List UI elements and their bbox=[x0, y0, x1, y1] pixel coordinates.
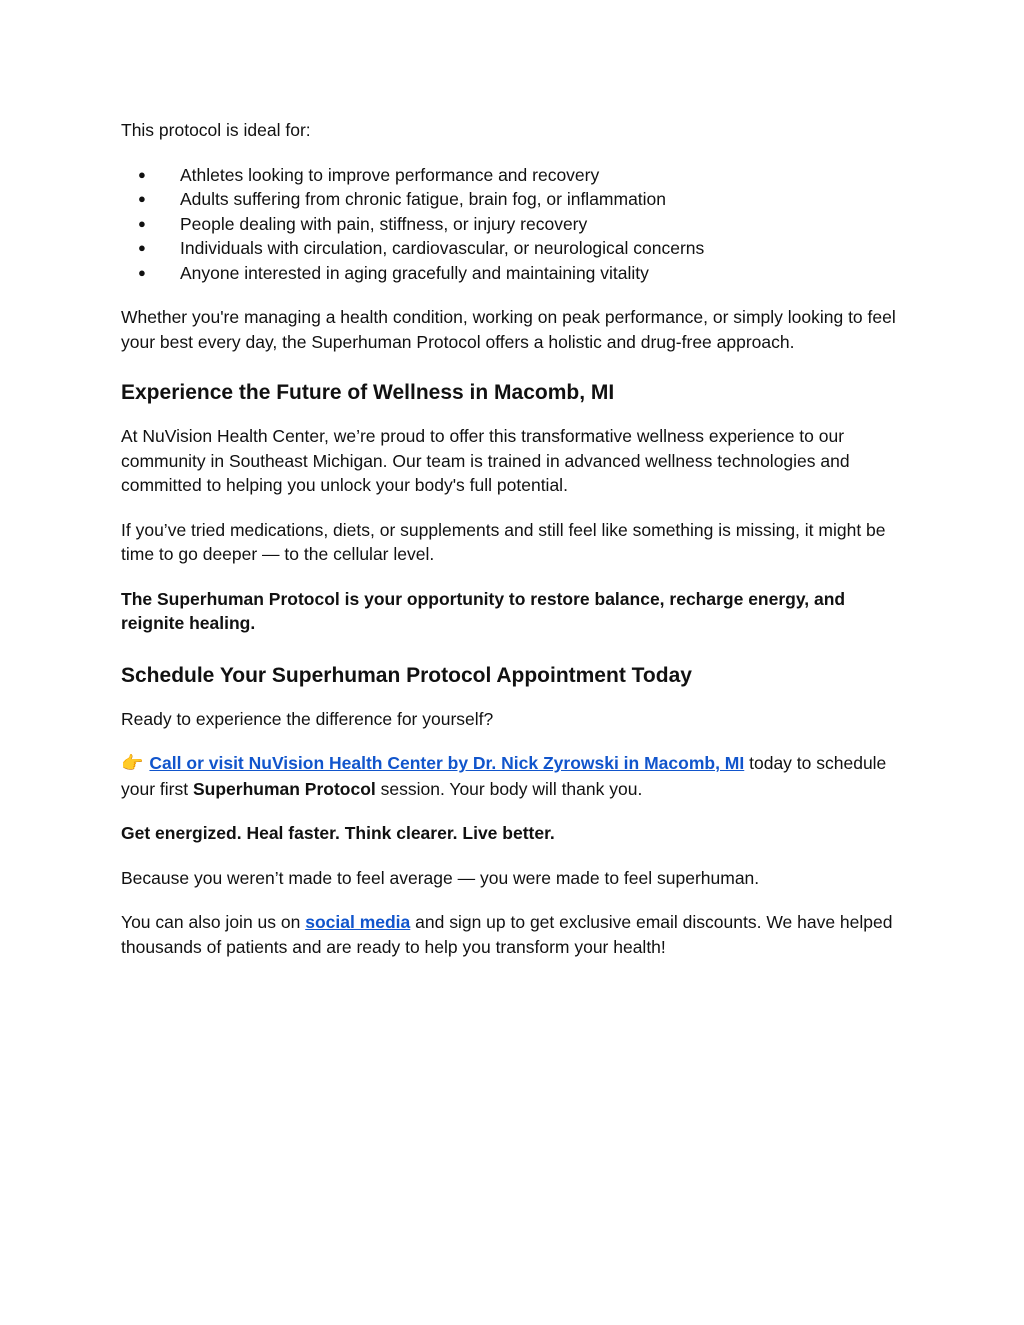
intro-text: This protocol is ideal for: bbox=[121, 120, 311, 140]
bullet-list bbox=[121, 163, 911, 286]
paragraph-whether: Whether you're managing a health condition, working on peak performance, or simply looking to feel your best every day, the Superhuman Protocol offers a holistic and drug-free approach. bbox=[121, 307, 896, 352]
bullet-icon: ● bbox=[138, 264, 146, 280]
call-or-visit-link[interactable]: Call or visit NuVision Health Center by Dr. Nick Zyrowski in Macomb, MI bbox=[149, 753, 745, 773]
cta-paragraph bbox=[121, 751, 911, 801]
bullet-icon: ● bbox=[138, 191, 146, 206]
list-item-text: Athletes looking to improve performance and recovery bbox=[180, 164, 600, 185]
list-item-text: Individuals with circulation, cardiovascular, or neurological concerns bbox=[180, 238, 705, 258]
tagline: Get energized. Heal faster. Think clearer. Live better. bbox=[121, 823, 555, 843]
heading-schedule: Schedule Your Superhuman Protocol Appointment Today bbox=[121, 663, 692, 687]
bullet-icon: ● bbox=[138, 240, 146, 255]
social-after-text: and sign up to get exclusive email discounts. We have helped thousands of patients and are ready to help you transform your health! bbox=[121, 912, 893, 957]
list-item bbox=[121, 236, 911, 261]
paragraph-opportunity: The Superhuman Protocol is your opportunity to restore balance, recharge energy, and reignite healing. bbox=[121, 588, 846, 633]
paragraph-because: Because you weren’t made to feel average — you were made to feel superhuman. bbox=[121, 867, 760, 888]
bullet-icon: ● bbox=[138, 166, 146, 182]
social-media-link[interactable]: social media bbox=[305, 912, 411, 932]
cta-after-link-text: today to schedule your first bbox=[121, 753, 887, 799]
cta-bold-text: Superhuman Protocol bbox=[192, 778, 376, 799]
list-item bbox=[121, 261, 911, 286]
paragraph-nuvision: At NuVision Health Center, we’re proud to offer this transformative wellness experience to our community in Southeast Michigan. Our team is trained in advanced wellness technologies and committed to helping you unlock your body's full potential. bbox=[121, 426, 850, 495]
pointing-hand-icon: 👉 bbox=[121, 753, 144, 774]
heading-wellness: Experience the Future of Wellness in Macomb, MI bbox=[121, 381, 615, 404]
paragraph-ready: Ready to experience the difference for yourself? bbox=[121, 708, 494, 729]
list-item-text: Anyone interested in aging gracefully and maintaining vitality bbox=[180, 262, 649, 283]
list-item bbox=[121, 163, 911, 188]
paragraph-tried: If you’ve tried medications, diets, or supplements and still feel like something is missing, it might be time to go deeper — to the cellular level. bbox=[121, 519, 886, 564]
list-item-text: People dealing with pain, stiffness, or injury recovery bbox=[180, 213, 588, 234]
list-item bbox=[121, 187, 911, 212]
social-before-text: You can also join us on bbox=[121, 912, 306, 932]
bullet-icon: ● bbox=[138, 215, 146, 231]
document-page bbox=[121, 118, 911, 959]
cta-tail-text: session. Your body will thank you. bbox=[375, 778, 643, 799]
list-item bbox=[121, 212, 911, 237]
list-item-text: Adults suffering from chronic fatigue, brain fog, or inflammation bbox=[180, 189, 667, 209]
social-paragraph bbox=[121, 910, 911, 959]
